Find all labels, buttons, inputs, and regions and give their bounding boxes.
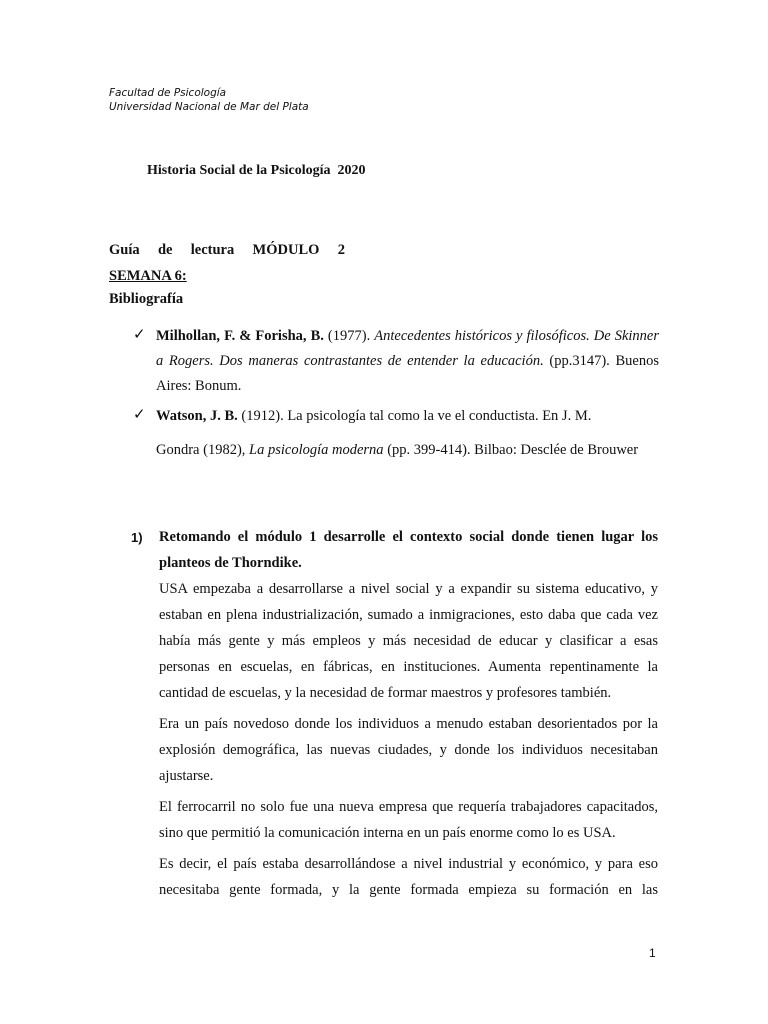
university-name: Universidad Nacional de Mar del Plata [109,101,309,113]
reference-details: (pp. 399-414). Bilbao: Desclée de Brouwer [383,442,639,458]
guide-word: de [157,242,173,258]
answer-body [159,576,658,908]
week-heading: SEMANA 6: [109,268,187,284]
reference-author: Milhollan, F. & Forisha, B. [156,328,324,344]
page-number: 1 [649,946,656,960]
reference-continuation [156,438,659,463]
question-text: Retomando el módulo 1 desarrolle el contexto social donde tienen lugar los planteos de Thorndike. [159,529,658,571]
guide-word: lectura [190,242,235,258]
faculty-name: Facultad de Psicología [109,87,227,99]
answer-paragraph: USA empezaba a desarrollarse a nivel social y a expandir su sistema educativo, y estaban en plena industrialización, sumado a inmigraciones, esto daba que cada vez había más gente y más empleos y más necesidad de educar y clasificar a esas personas en escuelas, en fábricas, en instituciones. Aumenta repentinamente la cantidad de escuelas, y la necesidad de formar maestros y profesores también. [159,581,658,701]
reference-details: (1912). La psicología tal como la ve el conductista. En J. M. [237,408,592,424]
reference-author: Watson, J. B. [156,408,238,424]
reference-title: Antecedentes históricos y filosóficos. De Skinner a Rogers. Dos maneras contrastantes de entender la educación. [156,328,659,369]
answer-paragraph: Era un país novedoso donde los individuos a menudo estaban desorientados por la explosión demográfica, las nuevas ciudades, y donde los individuos necesitaban ajustarse. [159,716,658,784]
document-header [109,86,309,114]
reference-item [156,324,662,399]
reference-source: Gondra (1982), [156,442,250,458]
reference-item [156,404,659,429]
question-number: 1) [131,530,143,545]
answer-paragraph: El ferrocarril no solo fue una nueva empresa que requería trabajadores capacitados, sino que permitió la comunicación interna en un país enorme como lo es USA. [159,799,658,841]
checkmark-icon: ✓ [133,405,146,423]
checkmark-icon: ✓ [133,325,146,343]
bibliography-heading: Bibliografía [109,291,184,307]
answer-paragraph: Es decir, el país estaba desarrollándose a nivel industrial y económico, y para eso necesitaba gente formada, y la gente formada empieza su formación en las [159,856,658,898]
guide-word: 2 [337,242,345,258]
guide-word: Guía [109,242,140,258]
reference-details: (pp.3147). Buenos Aires: Bonum. [156,353,662,394]
reference-year: (1977). [323,328,375,344]
guide-word: MÓDULO [252,242,320,258]
reference-book-title: La psicología moderna [249,442,384,458]
reading-guide-heading [109,242,345,259]
document-title: Historia Social de la Psicología 2020 [147,163,366,178]
